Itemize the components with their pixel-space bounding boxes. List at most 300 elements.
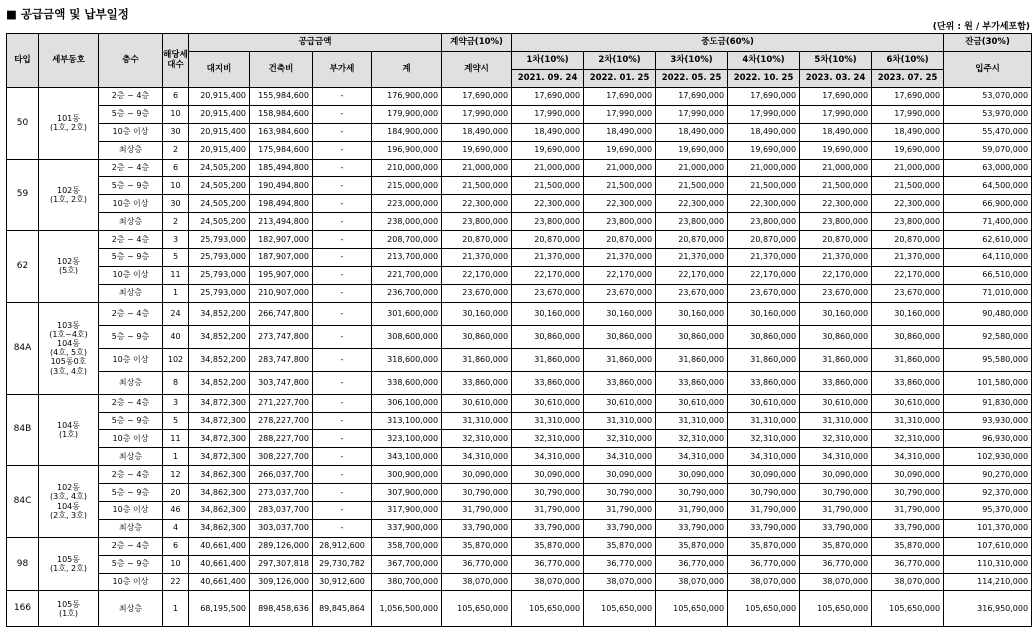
installment-cell: 19,690,000 — [656, 141, 728, 159]
deposit-cell: 30,090,000 — [442, 466, 512, 484]
table-row — [7, 141, 1032, 159]
installment-cell: 18,490,000 — [728, 123, 800, 141]
installment-cell: 20,870,000 — [584, 231, 656, 249]
installment-cell: 30,090,000 — [584, 466, 656, 484]
floor-cell: 5층 ~ 9층 — [99, 249, 163, 267]
installment-cell: 30,610,000 — [512, 394, 584, 412]
vat-cell: - — [313, 484, 372, 502]
header-deposit-group: 계약금(10%) — [442, 34, 512, 52]
deposit-cell: 30,790,000 — [442, 484, 512, 502]
installment-cell: 30,090,000 — [872, 466, 944, 484]
vat-cell: 30,912,600 — [313, 573, 372, 591]
type-cell: 84B — [7, 394, 39, 466]
installment-cell: 23,800,000 — [872, 213, 944, 231]
units-cell: 11 — [163, 430, 189, 448]
balance-cell: 101,370,000 — [944, 519, 1032, 537]
installment-cell: 33,860,000 — [872, 371, 944, 394]
installment-cell: 32,310,000 — [800, 430, 872, 448]
installment-cell: 30,860,000 — [656, 325, 728, 348]
installment-cell: 30,790,000 — [872, 484, 944, 502]
installment-cell: 17,690,000 — [872, 88, 944, 106]
header-supply: 공급금액 — [189, 34, 442, 52]
floor-cell: 2층 ~ 4층 — [99, 231, 163, 249]
installment-cell: 31,790,000 — [584, 502, 656, 520]
land-cell: 34,862,300 — [189, 484, 250, 502]
land-cell: 20,915,400 — [189, 141, 250, 159]
type-cell: 98 — [7, 537, 39, 591]
installment-cell: 23,670,000 — [512, 284, 584, 302]
units-cell: 6 — [163, 159, 189, 177]
header-installment: 2차(10%) — [584, 52, 656, 70]
installment-cell: 105,650,000 — [584, 591, 656, 627]
installment-cell: 30,610,000 — [728, 394, 800, 412]
balance-cell: 64,500,000 — [944, 177, 1032, 195]
floor-cell: 2층 ~ 4층 — [99, 537, 163, 555]
installment-cell: 30,610,000 — [584, 394, 656, 412]
deposit-cell: 30,860,000 — [442, 325, 512, 348]
installment-cell: 23,670,000 — [728, 284, 800, 302]
deposit-cell: 17,990,000 — [442, 105, 512, 123]
header-middle-group: 중도금(60%) — [512, 34, 944, 52]
vat-cell: - — [313, 412, 372, 430]
construction-cell: 187,907,000 — [250, 249, 313, 267]
installment-cell: 30,610,000 — [872, 394, 944, 412]
land-cell: 40,661,400 — [189, 555, 250, 573]
land-cell: 68,195,500 — [189, 591, 250, 627]
balance-cell: 53,070,000 — [944, 88, 1032, 106]
balance-cell: 95,580,000 — [944, 348, 1032, 371]
balance-cell: 107,610,000 — [944, 537, 1032, 555]
vat-cell: - — [313, 123, 372, 141]
installment-cell: 32,310,000 — [872, 430, 944, 448]
units-cell: 24 — [163, 302, 189, 325]
installment-cell: 21,370,000 — [512, 249, 584, 267]
installment-cell: 34,310,000 — [872, 448, 944, 466]
building-cell: 103동 (1호~4호) 104동 (4호, 5호) 105동0호 (3호, 4호) — [39, 302, 99, 394]
deposit-cell: 19,690,000 — [442, 141, 512, 159]
vat-cell: - — [313, 371, 372, 394]
land-cell: 34,852,200 — [189, 325, 250, 348]
balance-cell: 90,270,000 — [944, 466, 1032, 484]
installment-cell: 30,160,000 — [872, 302, 944, 325]
installment-cell: 32,310,000 — [656, 430, 728, 448]
units-cell: 10 — [163, 105, 189, 123]
total-cell: 215,000,000 — [372, 177, 442, 195]
installment-cell: 34,310,000 — [800, 448, 872, 466]
construction-cell: 210,907,000 — [250, 284, 313, 302]
units-cell: 8 — [163, 371, 189, 394]
installment-cell: 34,310,000 — [656, 448, 728, 466]
installment-cell: 22,300,000 — [584, 195, 656, 213]
total-cell: 307,900,000 — [372, 484, 442, 502]
installment-cell: 35,870,000 — [584, 537, 656, 555]
balance-cell: 64,110,000 — [944, 249, 1032, 267]
installment-cell: 35,870,000 — [872, 537, 944, 555]
floor-cell: 5층 ~ 9층 — [99, 555, 163, 573]
installment-cell: 21,000,000 — [872, 159, 944, 177]
installment-cell: 22,300,000 — [656, 195, 728, 213]
floor-cell: 2층 ~ 4층 — [99, 88, 163, 106]
balance-cell: 114,210,000 — [944, 573, 1032, 591]
installment-cell: 31,860,000 — [656, 348, 728, 371]
installment-cell: 33,860,000 — [656, 371, 728, 394]
vat-cell: - — [313, 177, 372, 195]
installment-cell: 21,500,000 — [584, 177, 656, 195]
header-date: 2022. 05. 25 — [656, 70, 728, 88]
deposit-cell: 31,860,000 — [442, 348, 512, 371]
balance-cell: 93,930,000 — [944, 412, 1032, 430]
installment-cell: 17,690,000 — [512, 88, 584, 106]
installment-cell: 105,650,000 — [728, 591, 800, 627]
table-row — [7, 484, 1032, 502]
installment-cell: 22,300,000 — [872, 195, 944, 213]
installment-cell: 34,310,000 — [728, 448, 800, 466]
balance-cell: 71,010,000 — [944, 284, 1032, 302]
construction-cell: 185,494,800 — [250, 159, 313, 177]
table-row — [7, 249, 1032, 267]
floor-cell: 5층 ~ 9층 — [99, 484, 163, 502]
table-row — [7, 159, 1032, 177]
floor-cell: 10층 이상 — [99, 195, 163, 213]
installment-cell: 21,500,000 — [800, 177, 872, 195]
deposit-cell: 36,770,000 — [442, 555, 512, 573]
installment-cell: 20,870,000 — [656, 231, 728, 249]
deposit-cell: 21,000,000 — [442, 159, 512, 177]
construction-cell: 273,747,800 — [250, 325, 313, 348]
installment-cell: 22,170,000 — [656, 266, 728, 284]
deposit-cell: 31,310,000 — [442, 412, 512, 430]
installment-cell: 33,790,000 — [512, 519, 584, 537]
header-vat: 부가세 — [313, 52, 372, 88]
table-row — [7, 177, 1032, 195]
vat-cell: 89,845,864 — [313, 591, 372, 627]
installment-cell: 21,000,000 — [656, 159, 728, 177]
table-row — [7, 573, 1032, 591]
installment-cell: 30,860,000 — [872, 325, 944, 348]
installment-cell: 30,160,000 — [512, 302, 584, 325]
type-cell: 62 — [7, 231, 39, 303]
construction-cell: 213,494,800 — [250, 213, 313, 231]
land-cell: 34,872,300 — [189, 394, 250, 412]
total-cell: 1,056,500,000 — [372, 591, 442, 627]
land-cell: 24,505,200 — [189, 177, 250, 195]
vat-cell: - — [313, 325, 372, 348]
balance-cell: 110,310,000 — [944, 555, 1032, 573]
construction-cell: 289,126,000 — [250, 537, 313, 555]
deposit-cell: 18,490,000 — [442, 123, 512, 141]
balance-cell: 55,470,000 — [944, 123, 1032, 141]
vat-cell: - — [313, 249, 372, 267]
balance-cell: 66,510,000 — [944, 266, 1032, 284]
units-cell: 6 — [163, 537, 189, 555]
header-total: 계 — [372, 52, 442, 88]
installment-cell: 35,870,000 — [512, 537, 584, 555]
header-installment: 3차(10%) — [656, 52, 728, 70]
table-row — [7, 231, 1032, 249]
deposit-cell: 22,300,000 — [442, 195, 512, 213]
floor-cell: 10층 이상 — [99, 266, 163, 284]
header-date: 2023. 03. 24 — [800, 70, 872, 88]
installment-cell: 31,790,000 — [728, 502, 800, 520]
land-cell: 34,852,200 — [189, 302, 250, 325]
table-row — [7, 519, 1032, 537]
installment-cell: 30,610,000 — [800, 394, 872, 412]
vat-cell: - — [313, 348, 372, 371]
construction-cell: 283,037,700 — [250, 502, 313, 520]
total-cell: 317,900,000 — [372, 502, 442, 520]
installment-cell: 30,090,000 — [728, 466, 800, 484]
installment-cell: 23,670,000 — [800, 284, 872, 302]
vat-cell: - — [313, 502, 372, 520]
total-cell: 313,100,000 — [372, 412, 442, 430]
total-cell: 184,900,000 — [372, 123, 442, 141]
installment-cell: 31,860,000 — [800, 348, 872, 371]
land-cell: 25,793,000 — [189, 231, 250, 249]
floor-cell: 최상층 — [99, 448, 163, 466]
installment-cell: 38,070,000 — [512, 573, 584, 591]
building-cell: 102동 (5호) — [39, 231, 99, 303]
installment-cell: 30,790,000 — [584, 484, 656, 502]
table-row — [7, 448, 1032, 466]
vat-cell: - — [313, 213, 372, 231]
installment-cell: 31,790,000 — [872, 502, 944, 520]
installment-cell: 31,310,000 — [872, 412, 944, 430]
installment-cell: 105,650,000 — [656, 591, 728, 627]
installment-cell: 22,300,000 — [800, 195, 872, 213]
installment-cell: 17,990,000 — [800, 105, 872, 123]
vat-cell: - — [313, 448, 372, 466]
total-cell: 208,700,000 — [372, 231, 442, 249]
deposit-cell: 20,870,000 — [442, 231, 512, 249]
deposit-cell: 23,800,000 — [442, 213, 512, 231]
total-cell: 236,700,000 — [372, 284, 442, 302]
floor-cell: 5층 ~ 9층 — [99, 325, 163, 348]
header-installment: 1차(10%) — [512, 52, 584, 70]
total-cell: 223,000,000 — [372, 195, 442, 213]
installment-cell: 20,870,000 — [800, 231, 872, 249]
installment-cell: 23,800,000 — [800, 213, 872, 231]
land-cell: 24,505,200 — [189, 159, 250, 177]
header-installment: 4차(10%) — [728, 52, 800, 70]
installment-cell: 20,870,000 — [512, 231, 584, 249]
installment-cell: 21,500,000 — [656, 177, 728, 195]
units-cell: 2 — [163, 141, 189, 159]
building-cell: 104동 (1호) — [39, 394, 99, 466]
installment-cell: 22,300,000 — [512, 195, 584, 213]
installment-cell: 34,310,000 — [584, 448, 656, 466]
installment-cell: 19,690,000 — [512, 141, 584, 159]
installment-cell: 30,860,000 — [584, 325, 656, 348]
floor-cell: 최상층 — [99, 591, 163, 627]
installment-cell: 32,310,000 — [728, 430, 800, 448]
installment-cell: 35,870,000 — [728, 537, 800, 555]
installment-cell: 36,770,000 — [512, 555, 584, 573]
floor-cell: 10층 이상 — [99, 123, 163, 141]
installment-cell: 18,490,000 — [512, 123, 584, 141]
installment-cell: 38,070,000 — [872, 573, 944, 591]
vat-cell: 29,730,782 — [313, 555, 372, 573]
type-cell: 50 — [7, 88, 39, 160]
land-cell: 25,793,000 — [189, 249, 250, 267]
units-cell: 2 — [163, 213, 189, 231]
installment-cell: 22,170,000 — [512, 266, 584, 284]
construction-cell: 158,984,600 — [250, 105, 313, 123]
land-cell: 24,505,200 — [189, 213, 250, 231]
land-cell: 20,915,400 — [189, 123, 250, 141]
balance-cell: 101,580,000 — [944, 371, 1032, 394]
installment-cell: 21,000,000 — [512, 159, 584, 177]
table-row — [7, 348, 1032, 371]
installment-cell: 17,690,000 — [800, 88, 872, 106]
header-type: 타입 — [7, 34, 39, 88]
table-row — [7, 394, 1032, 412]
deposit-cell: 30,610,000 — [442, 394, 512, 412]
land-cell: 34,872,300 — [189, 430, 250, 448]
installment-cell: 30,090,000 — [800, 466, 872, 484]
type-cell: 84A — [7, 302, 39, 394]
installment-cell: 18,490,000 — [584, 123, 656, 141]
units-cell: 1 — [163, 284, 189, 302]
balance-cell: 316,950,000 — [944, 591, 1032, 627]
installment-cell: 30,090,000 — [656, 466, 728, 484]
construction-cell: 288,227,700 — [250, 430, 313, 448]
vat-cell: - — [313, 88, 372, 106]
total-cell: 380,700,000 — [372, 573, 442, 591]
total-cell: 221,700,000 — [372, 266, 442, 284]
installment-cell: 19,690,000 — [872, 141, 944, 159]
floor-cell: 5층 ~ 9층 — [99, 177, 163, 195]
installment-cell: 17,690,000 — [656, 88, 728, 106]
deposit-cell: 21,370,000 — [442, 249, 512, 267]
installment-cell: 32,310,000 — [512, 430, 584, 448]
deposit-cell: 105,650,000 — [442, 591, 512, 627]
units-cell: 11 — [163, 266, 189, 284]
floor-cell: 최상층 — [99, 519, 163, 537]
installment-cell: 18,490,000 — [656, 123, 728, 141]
installment-cell: 36,770,000 — [656, 555, 728, 573]
installment-cell: 31,860,000 — [872, 348, 944, 371]
balance-cell: 53,970,000 — [944, 105, 1032, 123]
floor-cell: 2층 ~ 4층 — [99, 394, 163, 412]
installment-cell: 34,310,000 — [512, 448, 584, 466]
table-row — [7, 325, 1032, 348]
building-cell: 105동 (1호) — [39, 591, 99, 627]
construction-cell: 266,037,700 — [250, 466, 313, 484]
installment-cell: 33,790,000 — [872, 519, 944, 537]
page-title: ■ 공급금액 및 납부일정 — [6, 7, 129, 21]
vat-cell: - — [313, 519, 372, 537]
vat-cell: - — [313, 394, 372, 412]
land-cell: 24,505,200 — [189, 195, 250, 213]
table-row — [7, 266, 1032, 284]
installment-cell: 30,610,000 — [656, 394, 728, 412]
total-cell: 318,600,000 — [372, 348, 442, 371]
deposit-cell: 34,310,000 — [442, 448, 512, 466]
vat-cell: 28,912,600 — [313, 537, 372, 555]
installment-cell: 31,310,000 — [800, 412, 872, 430]
construction-cell: 266,747,800 — [250, 302, 313, 325]
installment-cell: 17,990,000 — [872, 105, 944, 123]
balance-cell: 92,580,000 — [944, 325, 1032, 348]
building-cell: 101동 (1호, 2호) — [39, 88, 99, 160]
installment-cell: 21,500,000 — [728, 177, 800, 195]
installment-cell: 33,860,000 — [512, 371, 584, 394]
installment-cell: 22,170,000 — [584, 266, 656, 284]
header-balance: 입주시 — [944, 52, 1032, 88]
price-table — [6, 33, 1032, 627]
balance-cell: 92,370,000 — [944, 484, 1032, 502]
vat-cell: - — [313, 430, 372, 448]
table-row — [7, 123, 1032, 141]
floor-cell: 2층 ~ 4층 — [99, 466, 163, 484]
installment-cell: 21,370,000 — [800, 249, 872, 267]
table-row — [7, 105, 1032, 123]
installment-cell: 17,990,000 — [512, 105, 584, 123]
installment-cell: 33,860,000 — [584, 371, 656, 394]
units-cell: 10 — [163, 177, 189, 195]
table-row — [7, 466, 1032, 484]
vat-cell: - — [313, 302, 372, 325]
header-construction: 건축비 — [250, 52, 313, 88]
installment-cell: 21,370,000 — [728, 249, 800, 267]
floor-cell: 2층 ~ 4층 — [99, 302, 163, 325]
balance-cell: 95,370,000 — [944, 502, 1032, 520]
installment-cell: 38,070,000 — [656, 573, 728, 591]
land-cell: 34,852,200 — [189, 371, 250, 394]
installment-cell: 17,990,000 — [728, 105, 800, 123]
table-row — [7, 591, 1032, 627]
construction-cell: 278,227,700 — [250, 412, 313, 430]
type-cell: 84C — [7, 466, 39, 538]
deposit-cell: 22,170,000 — [442, 266, 512, 284]
construction-cell: 303,037,700 — [250, 519, 313, 537]
units-cell: 3 — [163, 231, 189, 249]
installment-cell: 21,370,000 — [656, 249, 728, 267]
floor-cell: 최상층 — [99, 371, 163, 394]
installment-cell: 30,860,000 — [728, 325, 800, 348]
installment-cell: 30,790,000 — [512, 484, 584, 502]
installment-cell: 38,070,000 — [584, 573, 656, 591]
deposit-cell: 33,790,000 — [442, 519, 512, 537]
installment-cell: 23,670,000 — [872, 284, 944, 302]
total-cell: 196,900,000 — [372, 141, 442, 159]
units-cell: 3 — [163, 394, 189, 412]
vat-cell: - — [313, 105, 372, 123]
building-cell: 102동 (1호, 2호) — [39, 159, 99, 231]
building-cell: 102동 (3호, 4호) 104동 (2호, 3호) — [39, 466, 99, 538]
floor-cell: 10층 이상 — [99, 348, 163, 371]
balance-cell: 71,400,000 — [944, 213, 1032, 231]
floor-cell: 최상층 — [99, 284, 163, 302]
installment-cell: 19,690,000 — [584, 141, 656, 159]
installment-cell: 30,860,000 — [512, 325, 584, 348]
installment-cell: 23,800,000 — [584, 213, 656, 231]
type-cell: 166 — [7, 591, 39, 627]
construction-cell: 283,747,800 — [250, 348, 313, 371]
header-date: 2022. 01. 25 — [584, 70, 656, 88]
table-row — [7, 371, 1032, 394]
installment-cell: 30,790,000 — [656, 484, 728, 502]
land-cell: 34,852,200 — [189, 348, 250, 371]
type-cell: 59 — [7, 159, 39, 231]
installment-cell: 21,500,000 — [872, 177, 944, 195]
units-cell: 12 — [163, 466, 189, 484]
installment-cell: 105,650,000 — [872, 591, 944, 627]
installment-cell: 33,790,000 — [584, 519, 656, 537]
installment-cell: 31,790,000 — [512, 502, 584, 520]
deposit-cell: 30,160,000 — [442, 302, 512, 325]
header-installment: 6차(10%) — [872, 52, 944, 70]
